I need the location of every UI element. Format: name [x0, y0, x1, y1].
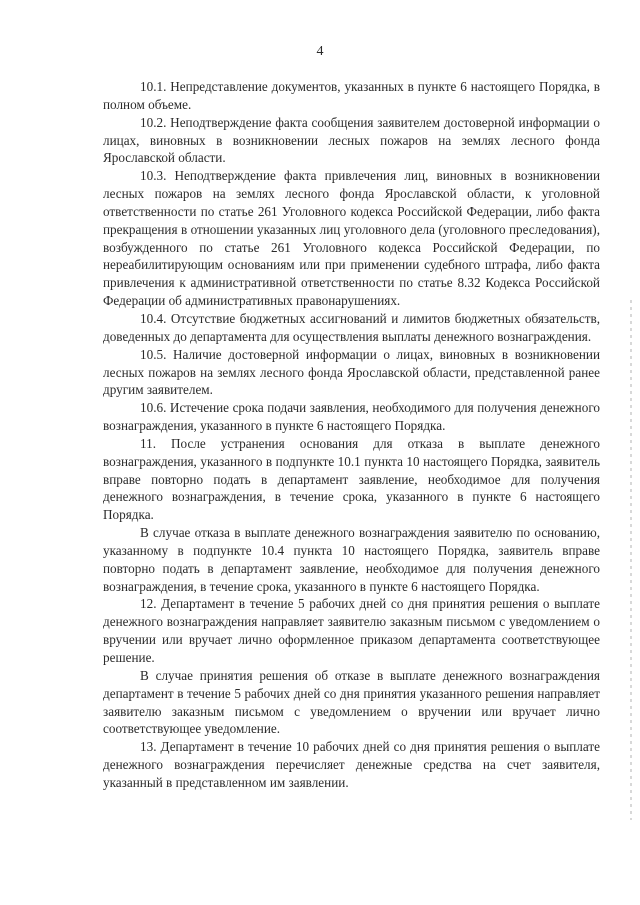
document-body — [103, 78, 600, 792]
paragraph-12: 12. Департамент в течение 5 рабочих дней со дня принятия решения о выплате денежного вознаграждения направляет заявителю заказным письмом с уведомлением о вручении или вручает лично оформленное приказом департамента соответствующее решение. — [103, 596, 600, 665]
paragraph-10-6: 10.6. Истечение срока подачи заявления, необходимого для получения денежного вознаграждения, указанного в пункте 6 настоящего Порядка. — [103, 400, 600, 434]
paragraph-11-refusal: В случае отказа в выплате денежного вознаграждения заявителю по основанию, указанному в подпункте 10.4 пункта 10 настоящего Порядка, заявитель вправе повторно подать в департамент заявление, необходимое для получения денежного вознаграждения, в течение срока, указанного в пункте 6 настоящего Порядка. — [103, 525, 600, 594]
paragraph-10-2: 10.2. Неподтверждение факта сообщения заявителем достоверной информации о лицах, виновных в возникновении лесных пожаров на землях лесного фонда Ярославской области. — [103, 114, 600, 166]
paragraph-12-refusal: В случае принятия решения об отказе в выплате денежного вознаграждения департамент в течение 5 рабочих дней со дня принятия указанного решения направляет заявителю заказным письмом с уведомлением о вручении или вручает лично соответствующее уведомление. — [103, 667, 600, 737]
page-number: 4 — [316, 44, 324, 59]
paragraph-10-4: 10.4. Отсутствие бюджетных ассигнований и лимитов бюджетных обязательств, доведенных до департамента для осуществления выплаты денежного вознаграждения. — [103, 310, 600, 344]
paragraph-10-5: 10.5. Наличие достоверной информации о лицах, виновных в возникновении лесных пожаров на землях лесного фонда Ярославской области, представленной ранее другим заявителем. — [103, 346, 600, 398]
paragraph-10-1: 10.1. Непредставление документов, указанных в пункте 6 настоящего Порядка, в полном объеме. — [103, 79, 600, 112]
paragraph-13: 13. Департамент в течение 10 рабочих дней со дня принятия решения о выплате денежного вознаграждения перечисляет денежные средства на счет заявителя, указанный в представленном им заявлении. — [103, 739, 600, 790]
paragraph-11: 11. После устранения основания для отказа в выплате денежного вознаграждения, указанного в подпункте 10.1 пункта 10 настоящего Порядка, заявитель вправе повторно подать в департамент заявление, необходимое для получения денежного вознаграждения, в течение срока, указанного в пункте 6 настоящего Порядка. — [103, 435, 600, 523]
paragraph-10-3: 10.3. Неподтверждение факта привлечения лиц, виновных в возникновении лесных пожаров на землях лесного фонда Ярославской области, к уголовной ответственности по статье 261 Уголовного кодекса Российской Федерации, либо факта прекращения в отношении указанных лиц уголовного дела (уголовного преследования), возбужденного по статье 261 Уголовного кодекса Российской Федерации, по нереабилитирующим основаниям или при применении судебного штрафа, либо факта привлечения к административной ответственности по статье 8.32 Кодекса Российской Федерации об административных правонарушениях. — [103, 168, 600, 309]
scan-edge-mark — [630, 300, 632, 820]
